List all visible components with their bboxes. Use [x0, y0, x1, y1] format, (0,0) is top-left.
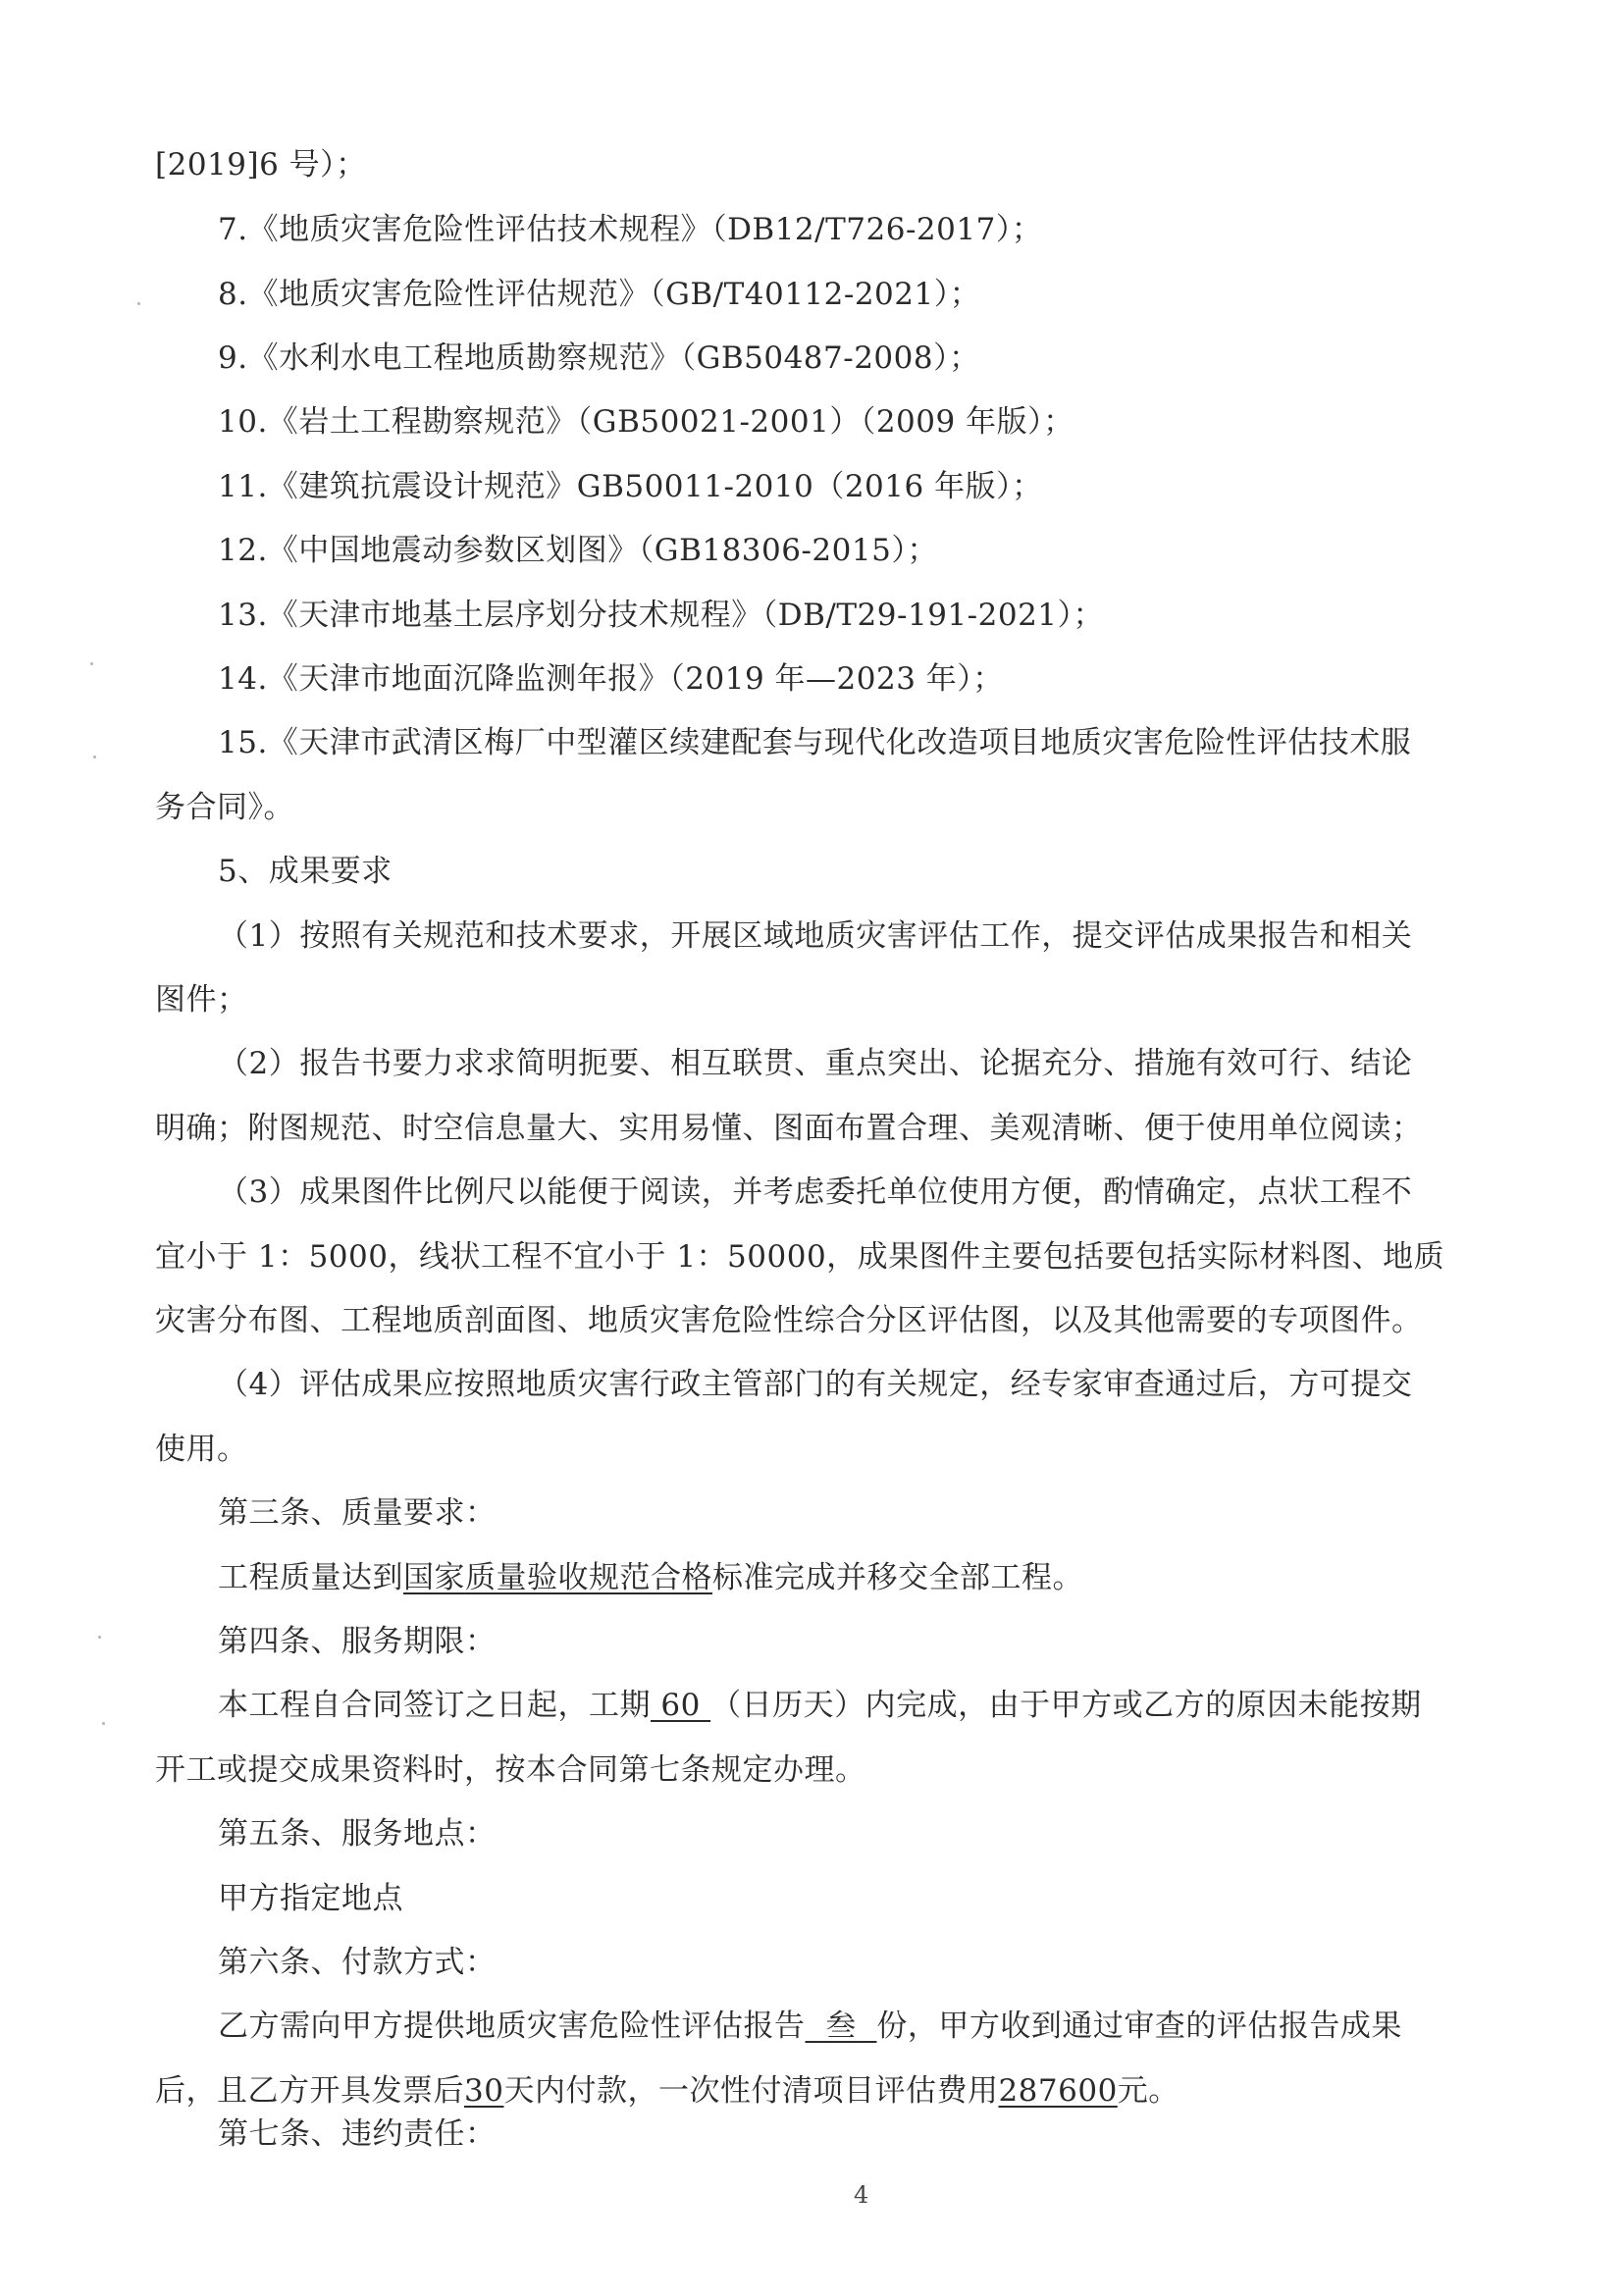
text-line: 甲方指定地点	[218, 1881, 403, 1916]
text-line: 务合同》。	[155, 790, 294, 825]
reference-item-10: 10.《岩土工程勘察规范》（GB50021-2001）（2009 年版）；	[218, 404, 1074, 440]
text-line: 使用。	[155, 1432, 248, 1467]
scan-speck	[90, 662, 93, 665]
underlined-field: 国家质量验收规范合格	[403, 1560, 712, 1595]
scan-speck	[137, 302, 140, 305]
payment-line-2	[155, 2071, 1179, 2111]
article-7-heading: 第七条、违约责任：	[218, 2116, 497, 2152]
text-segment: （日历天）内完成，由于甲方或乙方的原因未能按期	[710, 1688, 1422, 1723]
text-segment: 标准完成并移交全部工程。	[712, 1560, 1083, 1595]
underlined-field: 叁	[805, 2009, 877, 2044]
text-segment: 份，甲方收到通过审查的评估报告成果	[876, 2009, 1402, 2044]
requirement-2: （2）报告书要力求求简明扼要、相互联贯、重点突出、论据充分、措施有效可行、结论	[218, 1046, 1413, 1081]
text-line: 明确；附图规范、时空信息量大、实用易懂、图面布置合理、美观清晰、便于使用单位阅读；	[155, 1111, 1423, 1146]
underlined-field: 60	[651, 1688, 711, 1723]
reference-item-14: 14.《天津市地面沉降监测年报》（2019 年—2023 年）；	[218, 661, 1004, 697]
article-6-heading: 第六条、付款方式：	[218, 1945, 497, 1980]
underlined-field: 30	[464, 2073, 504, 2109]
text-segment: 乙方需向甲方提供地质灾害危险性评估报告	[218, 2009, 806, 2044]
scan-speck	[93, 756, 96, 758]
scan-speck	[102, 1722, 105, 1725]
article-5-heading: 第五条、服务地点：	[218, 1816, 497, 1852]
text-segment: 本工程自合同签订之日起，工期	[218, 1688, 651, 1723]
reference-item-7: 7.《地质灾害危险性评估技术规程》（DB12/T726-2017）；	[218, 212, 1043, 247]
scan-speck	[98, 1636, 101, 1639]
requirement-3: （3）成果图件比例尺以能便于阅读，并考虑委托单位使用方便，酌情确定，点状工程不	[218, 1174, 1413, 1210]
requirement-1: （1）按照有关规范和技术要求，开展区域地质灾害评估工作，提交评估成果报告和相关	[218, 918, 1413, 954]
text-segment: 天内付款，一次性付清项目评估费用	[503, 2073, 999, 2109]
text-segment: 工程质量达到	[218, 1560, 403, 1595]
reference-item-12: 12.《中国地震动参数区划图》（GB18306-2015）；	[218, 533, 938, 568]
requirement-4: （4）评估成果应按照地质灾害行政主管部门的有关规定，经专家审查通过后，方可提交	[218, 1367, 1413, 1402]
article-4-heading: 第四条、服务期限：	[218, 1624, 497, 1659]
underlined-field: 287600	[998, 2073, 1118, 2109]
text-segment: 元。	[1117, 2073, 1179, 2109]
text-line: 宜小于 1：5000，线状工程不宜小于 1：50000，成果图件主要包括要包括实际材料图、地质	[155, 1239, 1445, 1275]
section-heading: 5、成果要求	[218, 854, 393, 889]
payment-line-1	[218, 2007, 1402, 2046]
reference-item-15: 15.《天津市武清区梅厂中型灌区续建配套与现代化改造项目地质灾害危险性评估技术服	[218, 725, 1412, 760]
reference-item-8: 8.《地质灾害危险性评估规范》（GB/T40112-2021）；	[218, 277, 981, 312]
text-line: [2019]6 号）；	[155, 147, 367, 183]
page-number: 4	[854, 2181, 869, 2209]
text-line: 开工或提交成果资料时，按本合同第七条规定办理。	[155, 1752, 866, 1788]
reference-item-11: 11.《建筑抗震设计规范》GB50011-2010（2016 年版）；	[218, 469, 1043, 504]
reference-item-13: 13.《天津市地基土层序划分技术规程》（DB/T29-191-2021）；	[218, 598, 1105, 633]
text-line: 图件；	[155, 982, 248, 1018]
reference-item-9: 9.《水利水电工程地质勘察规范》（GB50487-2008）；	[218, 340, 980, 376]
article-3-heading: 第三条、质量要求：	[218, 1495, 497, 1531]
quality-line	[218, 1558, 1083, 1597]
period-line	[218, 1686, 1422, 1725]
text-segment: 后，且乙方开具发票后	[155, 2073, 464, 2109]
text-line: 灾害分布图、工程地质剖面图、地质灾害危险性综合分区评估图，以及其他需要的专项图件。	[155, 1303, 1423, 1338]
